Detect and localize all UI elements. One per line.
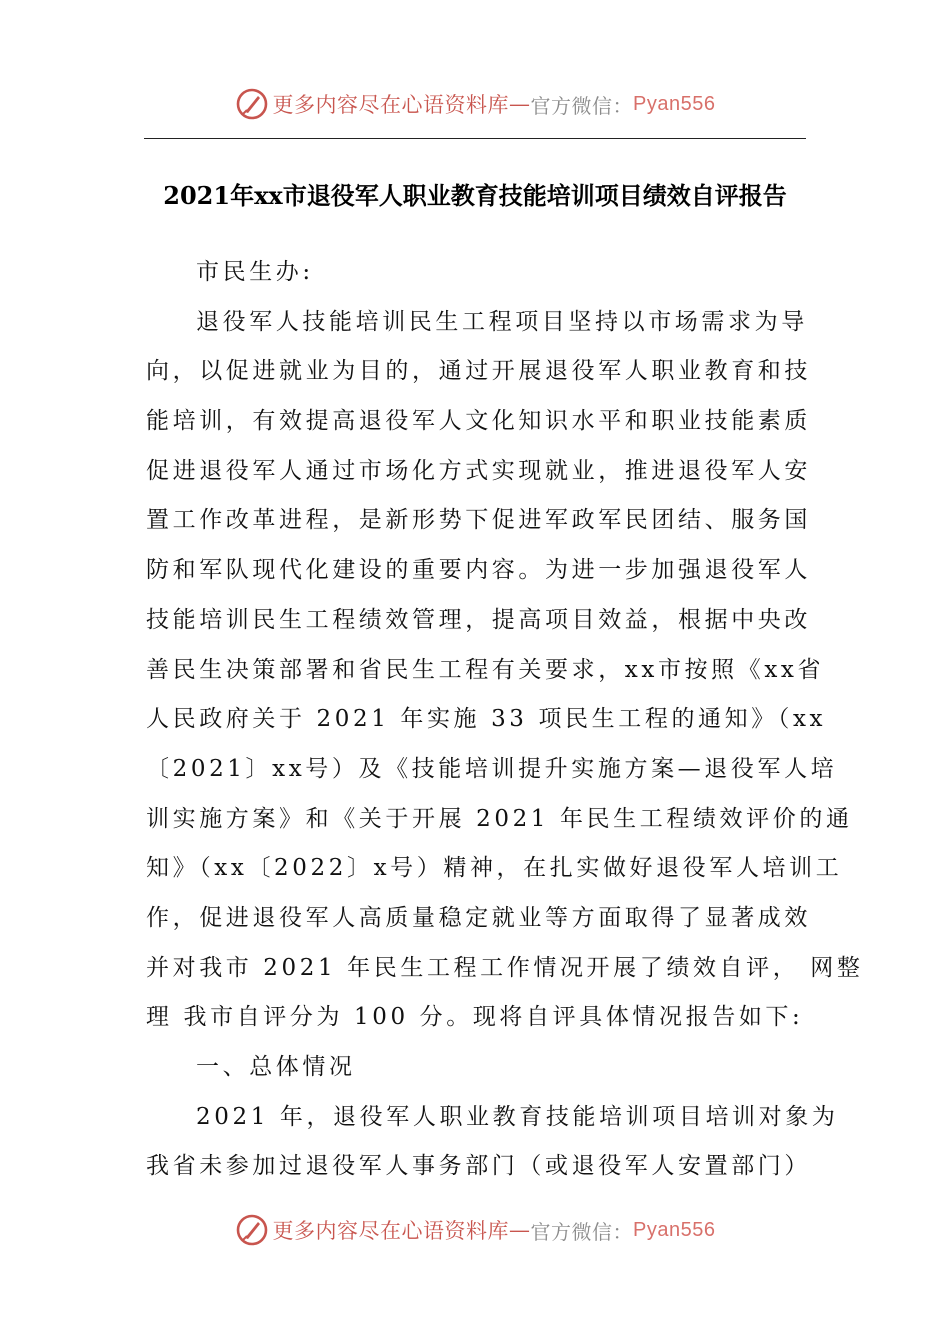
paragraph-line: 我省未参加过退役军人事务部门（或退役军人安置部门）: [146, 1153, 811, 1180]
paragraph-line: 置工作改革进程，是新形势下促进军政军民团结、服务国: [146, 507, 811, 534]
paragraph-line: 人民政府关于 2021 年实施 33 项民生工程的通知》（xx: [146, 706, 827, 733]
quill-pen-icon: [235, 87, 269, 121]
paragraph-line: 〔2021〕xx号）及《技能培训提升实施方案—退役军人培: [146, 755, 838, 782]
document-body: [146, 248, 864, 1192]
watermark-brand: 更多内容尽在心语资料库: [272, 1219, 510, 1243]
paragraph-line: 技能培训民生工程绩效管理，提高项目效益，根据中央改: [146, 606, 811, 633]
header-divider: [144, 138, 806, 139]
paragraph-line: 并对我市 2021 年民生工程工作情况开展了绩效自评， 网整: [146, 954, 864, 981]
paragraph-line: 促进退役军人通过市场化方式实现就业，推进退役军人安: [146, 457, 811, 484]
paragraph-line: 退役军人技能培训民生工程项目坚持以市场需求为导: [196, 308, 808, 335]
paragraph-line: 向，以促进就业为目的，通过开展退役军人职业教育和技: [146, 358, 811, 385]
paragraph-line: 作，促进退役军人高质量稳定就业等方面取得了显著成效: [146, 904, 811, 931]
paragraph-line: 训实施方案》和《关于开展 2021 年民生工程绩效评价的通: [146, 805, 853, 832]
watermark-official-label: 官方微信：: [530, 1219, 634, 1244]
paragraph-line: 知》（xx〔2022〕x号）精神，在扎实做好退役军人培训工: [146, 855, 843, 882]
watermark-wechat-id: Pyan556: [633, 1218, 716, 1241]
watermark-official-label: 官方微信：: [530, 93, 634, 118]
paragraph-line: 能培训，有效提高退役军人文化知识水平和职业技能素质: [146, 408, 811, 435]
header-watermark: [0, 82, 950, 126]
paragraph-line: 2021 年，退役军人职业教育技能培训项目培训对象为: [196, 1103, 839, 1130]
section-heading: 一、总体情况: [196, 1054, 356, 1080]
paragraph-line: 理 我市自评分为 100 分。现将自评具体情况报告如下:: [146, 1004, 804, 1031]
watermark-dash: —: [509, 92, 531, 116]
paragraph-line: 防和军队现代化建设的重要内容。为进一步加强退役军人: [146, 557, 811, 584]
watermark-dash: —: [509, 1218, 531, 1242]
salutation-line: 市民生办:: [196, 259, 314, 285]
watermark-wechat-id: Pyan556: [633, 92, 716, 115]
paragraph-line: 善民生决策部署和省民生工程有关要求，xx市按照《xx省: [146, 656, 825, 683]
document-title: 2021年xx市退役军人职业教育技能培训项目绩效自评报告: [163, 181, 787, 210]
quill-pen-icon: [235, 1213, 269, 1247]
watermark-brand: 更多内容尽在心语资料库: [272, 93, 510, 117]
footer-watermark: [0, 1208, 950, 1252]
